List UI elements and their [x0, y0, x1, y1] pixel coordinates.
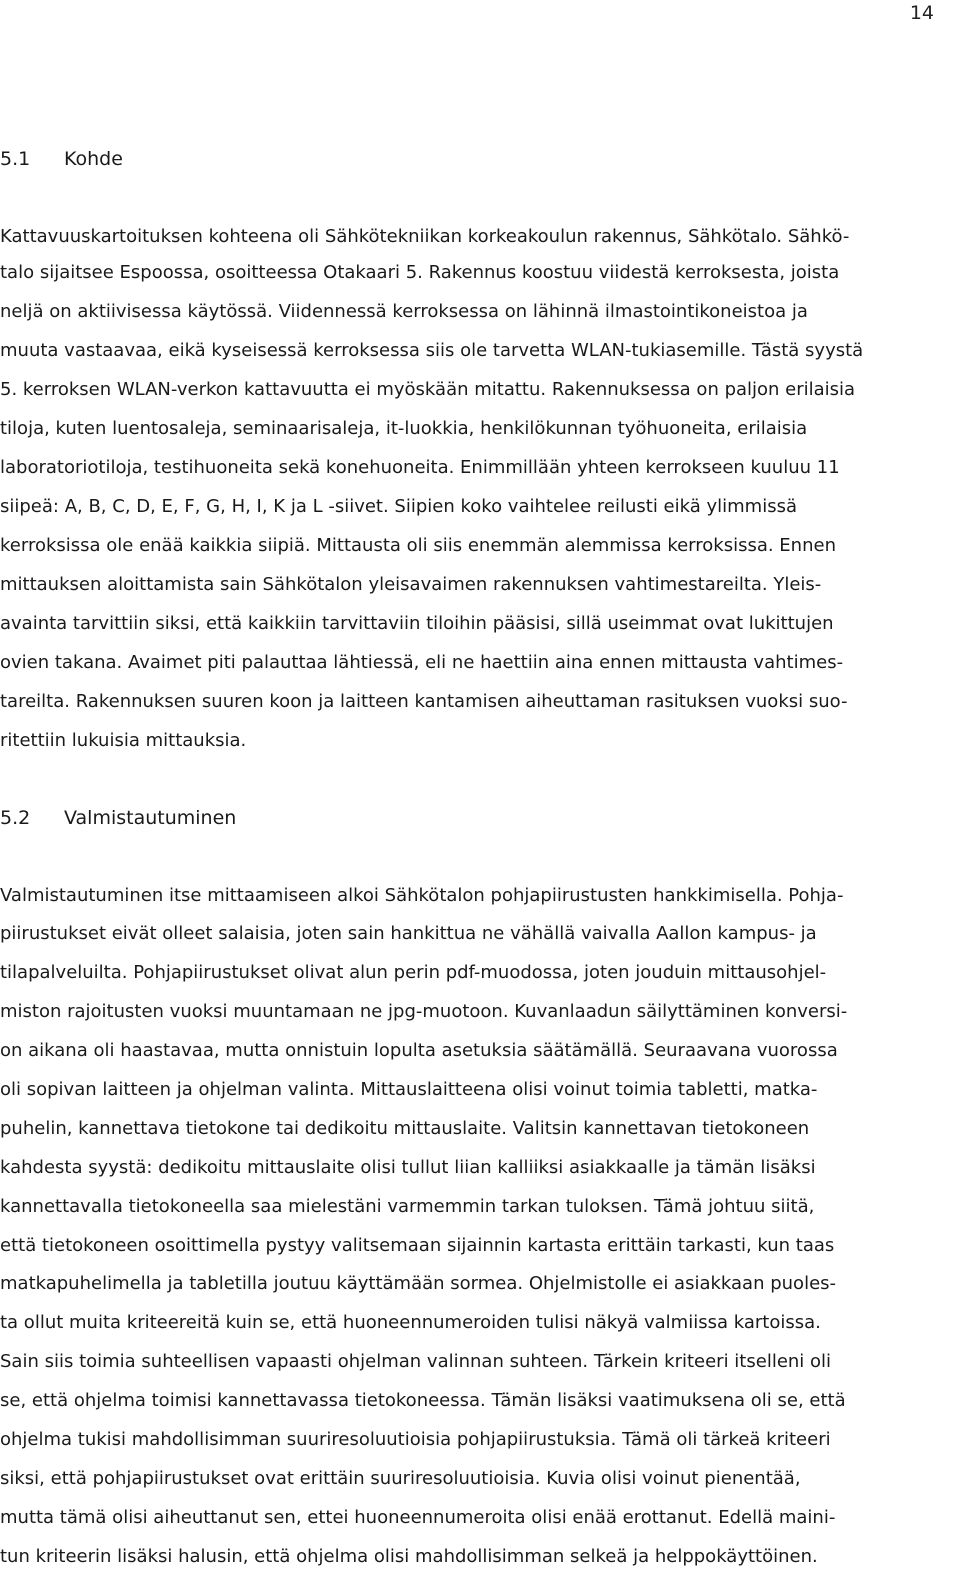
text-line: Kattavuuskartoituksen kohteena oli Sähkötekniikan korkeakoulun rakennus, Sähkötalo. Sähkö-	[0, 226, 850, 247]
text-line: 5. kerroksen WLAN-verkon kattavuutta ei myöskään mitattu. Rakennuksessa on paljon erilaisia	[0, 379, 856, 400]
page-number: 14	[909, 2, 934, 24]
text-line: kannettavalla tietokoneella saa mielestäni varmemmin tarkan tuloksen. Tämä johtuu siitä,	[0, 1196, 815, 1217]
text-line: oli sopivan laitteen ja ohjelman valinta. Mittauslaitteena olisi voinut toimia tabletti, matka-	[0, 1079, 818, 1100]
text-line: talo sijaitsee Espoossa, osoitteessa Otakaari 5. Rakennus koostuu viidestä kerroksesta, joista	[0, 262, 840, 283]
text-line: mittauksen aloittamista sain Sähkötalon yleisavaimen rakennuksen vahtimestareilta. Yleis-	[0, 574, 822, 595]
section-number: 5.1	[0, 148, 31, 170]
text-line: tilapalveluilta. Pohjapiirustukset olivat alun perin pdf-muodossa, joten jouduin mittausohjel-	[0, 962, 827, 983]
text-line: mutta tämä olisi aiheuttanut sen, ettei huoneennumeroita olisi enää erottanut. Edellä maini-	[0, 1507, 836, 1528]
text-line: ta ollut muita kriteereitä kuin se, että huoneennumeroiden tulisi näkyä valmiissa kartoissa.	[0, 1312, 821, 1333]
text-line: neljä on aktiivisessa käytössä. Viidennessä kerroksessa on lähinnä ilmastointikoneistoa ja	[0, 301, 808, 322]
text-line: Sain siis toimia suhteellisen vapaasti ohjelman valinnan suhteen. Tärkein kriteeri itselleni oli	[0, 1351, 832, 1372]
text-line: piirustukset eivät olleet salaisia, joten sain hankittua ne vähällä vaivalla Aallon kampus- ja	[0, 923, 817, 944]
text-line: avainta tarvittiin siksi, että kaikkiin tarvittaviin tiloihin pääsisi, sillä useimmat ovat lukittujen	[0, 613, 834, 634]
text-line: matkapuhelimella ja tabletilla joutuu käyttämään sormea. Ohjelmistolle ei asiakkaan puoles-	[0, 1273, 837, 1294]
text-line: ovien takana. Avaimet piti palauttaa lähtiessä, eli ne haettiin aina ennen mittausta vahtimes-	[0, 652, 844, 673]
text-line: on aikana oli haastavaa, mutta onnistuin lopulta asetuksia säätämällä. Seuraavana vuorossa	[0, 1040, 838, 1061]
text-line: laboratoriotiloja, testihuoneita sekä konehuoneita. Enimmillään yhteen kerrokseen kuuluu 11	[0, 457, 840, 478]
section-heading-5-2	[0, 805, 236, 831]
text-line: tiloja, kuten luentosaleja, seminaarisaleja, it-luokkia, henkilökunnan työhuoneita, erilaisia	[0, 418, 808, 439]
text-line: tareilta. Rakennuksen suuren koon ja laitteen kantamisen aiheuttaman rasituksen vuoksi suo-	[0, 691, 848, 712]
text-line: kerroksissa ole enää kaikkia siipiä. Mittausta oli siis enemmän alemmissa kerroksissa. Ennen	[0, 535, 836, 556]
text-line: siipeä: A, B, C, D, E, F, G, H, I, K ja L -siivet. Siipien koko vaihtelee reilusti eikä ylimmissä	[0, 496, 797, 517]
text-line: että tietokoneen osoittimella pystyy valitsemaan sijainnin kartasta erittäin tarkasti, kun taas	[0, 1235, 835, 1256]
section-title: Kohde	[64, 148, 123, 170]
text-line: muuta vastaavaa, eikä kyseisessä kerroksessa siis ole tarvetta WLAN-tukiasemille. Tästä syystä	[0, 340, 864, 361]
text-line: ritettiin lukuisia mittauksia.	[0, 730, 247, 751]
section-title: Valmistautuminen	[64, 807, 237, 829]
text-line: puhelin, kannettava tietokone tai dedikoitu mittauslaite. Valitsin kannettavan tietokoneen	[0, 1118, 810, 1139]
text-line: ohjelma tukisi mahdollisimman suuriresoluutioisia pohjapiirustuksia. Tämä oli tärkeä kriteeri	[0, 1429, 831, 1450]
text-line: kahdesta syystä: dedikoitu mittauslaite olisi tullut liian kalliiksi asiakkaalle ja tämän lisäksi	[0, 1157, 816, 1178]
text-line: se, että ohjelma toimisi kannettavassa tietokoneessa. Tämän lisäksi vaatimuksena oli se, että	[0, 1390, 846, 1411]
text-line: Valmistautuminen itse mittaamiseen alkoi Sähkötalon pohjapiirustusten hankkimisella. Pohja-	[0, 885, 844, 906]
text-line: tun kriteerin lisäksi halusin, että ohjelma olisi mahdollisimman selkeä ja helppokäyttöinen.	[0, 1546, 818, 1567]
text-line: siksi, että pohjapiirustukset ovat erittäin suuriresoluutioisia. Kuvia olisi voinut pienentää,	[0, 1468, 801, 1489]
section-number: 5.2	[0, 807, 31, 829]
text-line: miston rajoitusten vuoksi muuntamaan ne jpg-muotoon. Kuvanlaadun säilyttäminen konversi-	[0, 1001, 848, 1022]
section-heading-5-1	[0, 146, 123, 172]
